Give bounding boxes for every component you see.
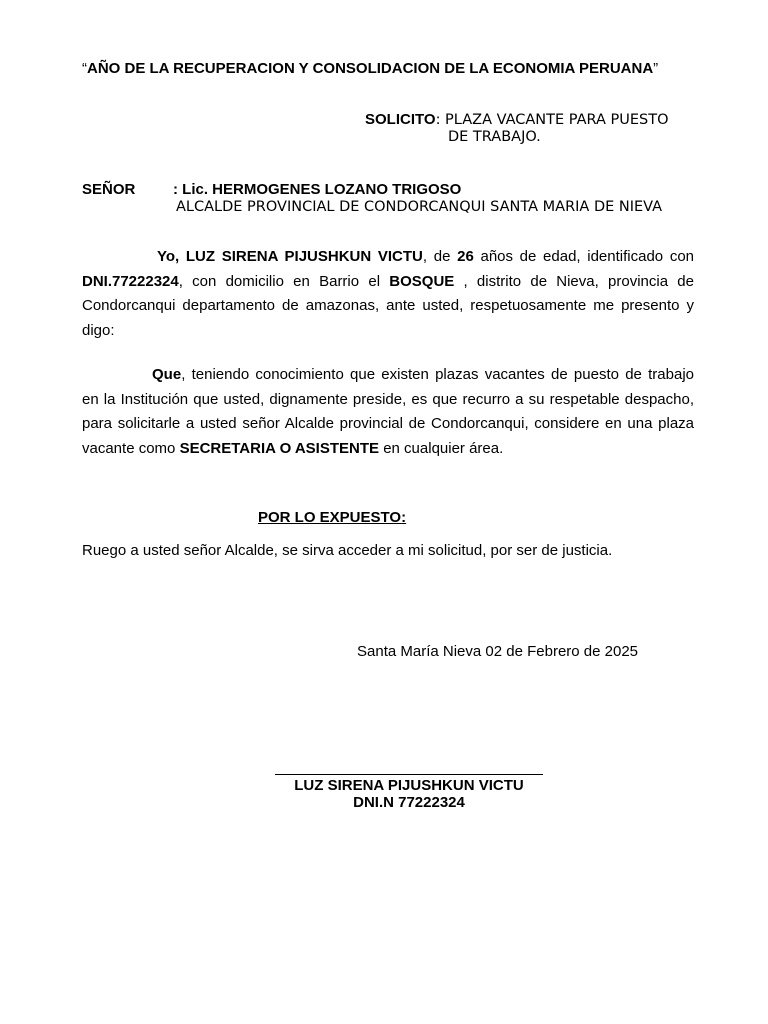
addressee-name: : Lic. HERMOGENES LOZANO TRIGOSO [173,181,462,198]
close-quote: ” [653,60,659,77]
applicant-age: 26 [457,248,474,265]
request-paragraph: Que, teniendo conocimiento que existen plazas vacantes de puesto de trabajo en la Institución que usted, dignamente preside, es que recurro a su respetable despacho, para solicitarle a usted señor Alcalde provincial de Condorcanqui, considere en una plaza vacante como SECRETARIA O ASISTENTE en cualquier área. [82,366,694,457]
signature-name: LUZ SIRENA PIJUSHKUN VICTU [294,777,524,794]
closing-plea: Ruego a usted señor Alcalde, se sirva acceder a mi solicitud, por ser de justicia. [82,542,613,559]
signature-dni: DNI.N 77222324 [353,794,465,811]
applicant-dni: DNI.77222324 [82,272,179,290]
date-line: Santa María Nieva 02 de Febrero de 2025 [357,643,639,660]
que-word: Que [152,366,182,383]
signature-line [275,774,543,775]
year-motto-header [82,60,658,77]
open-quote: “ [82,60,87,77]
closing-heading: POR LO EXPUESTO: [258,509,407,526]
addressee-position: ALCALDE PROVINCIAL DE CONDORCANQUI SANTA MARIA DE NIEVA [176,199,663,215]
applicant-name: Yo, LUZ SIRENA PIJUSHKUN VICTU [157,248,423,265]
solicito-text-1: : PLAZA VACANTE PARA PUESTO [435,112,669,128]
requested-role: SECRETARIA O ASISTENTE [179,439,380,457]
solicito-line-2: DE TRABAJO. [448,129,541,145]
applicant-barrio: BOSQUE [389,272,455,290]
solicito-line-1 [365,111,669,128]
solicito-label: SOLICITO [365,111,436,128]
year-motto-text: AÑO DE LA RECUPERACION Y CONSOLIDACION DE LA ECONOMIA PERUANA [87,60,654,77]
addressee-label: SEÑOR [82,181,136,198]
intro-paragraph: Yo, LUZ SIRENA PIJUSHKUN VICTU, de 26 años de edad, identificado con DNI.77222324, con domicilio en Barrio el BOSQUE , distrito de Nieva, provincia de Condorcanqui departamento de amazonas, ante usted, respetuosamente me presento y digo: [82,248,695,339]
